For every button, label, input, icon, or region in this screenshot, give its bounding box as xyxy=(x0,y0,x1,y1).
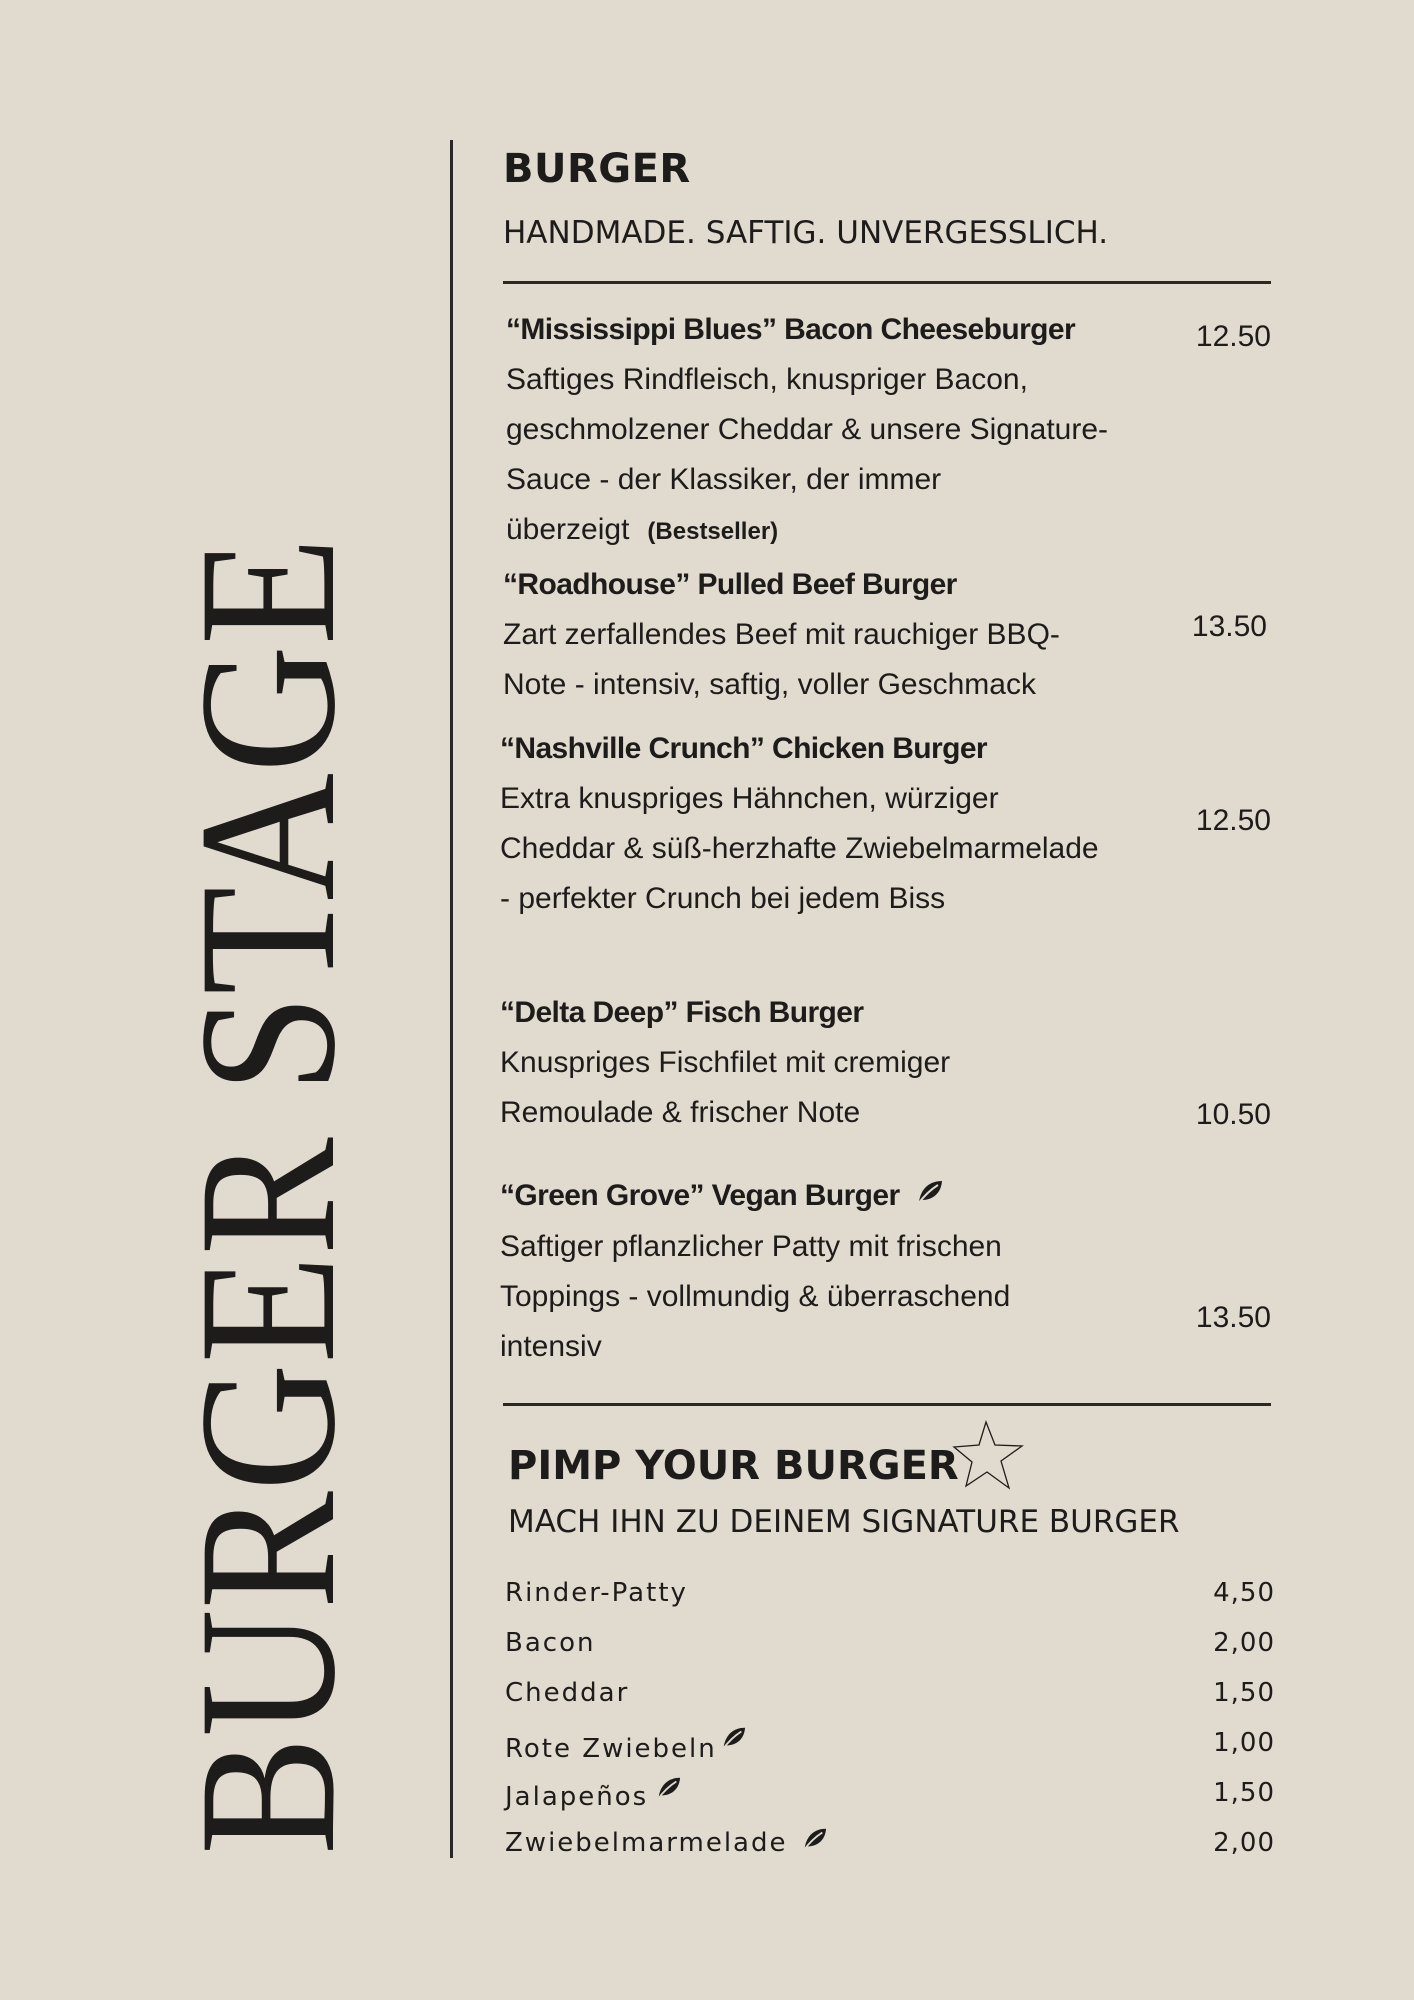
menu-item-price: 10.50 xyxy=(1195,1098,1271,1131)
menu-item-price: 13.50 xyxy=(1191,610,1267,643)
extra-price: 1,50 xyxy=(1213,1778,1275,1808)
brand-name: BURGER STAGE xyxy=(159,395,376,1855)
menu-item-name: “Roadhouse” Pulled Beef Burger xyxy=(503,568,957,601)
extra-name: Zwiebelmarmelade xyxy=(505,1828,788,1858)
extra-name: Cheddar xyxy=(505,1678,630,1708)
section-title: BURGER xyxy=(503,146,691,192)
vertical-divider xyxy=(450,140,453,1858)
extra-item xyxy=(505,1768,1275,1818)
menu-item xyxy=(500,724,1275,924)
menu-item xyxy=(500,560,1275,710)
extra-name: Rinder-Patty xyxy=(505,1578,688,1608)
menu-item-description: Saftiger pflanzlicher Patty mit frischen Toppings - vollmundig & überraschend intensiv xyxy=(500,1230,1011,1364)
extra-price: 2,00 xyxy=(1213,1828,1275,1858)
menu-item-description: Zart zerfallendes Beef mit rauchiger BBQ-Note - intensiv, saftig, voller Geschmack xyxy=(503,618,1060,701)
extra-item xyxy=(505,1668,1275,1718)
extra-price: 4,50 xyxy=(1213,1578,1275,1608)
menu-item xyxy=(500,988,1275,1138)
menu-item-name: “Delta Deep” Fisch Burger xyxy=(500,996,864,1029)
star-icon xyxy=(952,1418,1026,1497)
extra-name: Rote Zwiebeln xyxy=(505,1734,717,1764)
menu-item-description: Knuspriges Fischfilet mit cremiger Remoulade & frischer Note xyxy=(500,1046,951,1129)
pimp-subtitle: MACH IHN ZU DEINEM SIGNATURE BURGER xyxy=(508,1504,1180,1540)
menu-item-price: 12.50 xyxy=(1195,804,1271,837)
section-divider-bottom xyxy=(503,1403,1271,1406)
menu-item-description-text: Saftiges Rindfleisch, knuspriger Bacon, geschmolzener Cheddar & unsere Signature-Sauce - der Klassiker, der immer überzeigt xyxy=(506,363,1109,546)
extra-price: 2,00 xyxy=(1213,1628,1275,1658)
extra-item xyxy=(505,1568,1275,1618)
menu-item-description: Extra knuspriges Hähnchen, würziger Cheddar & süß-herzhafte Zwiebelmarmelade - perfekter Crunch bei jedem Biss xyxy=(500,782,1099,915)
leaf-icon xyxy=(719,1718,747,1768)
menu-item xyxy=(500,305,1275,557)
menu-item xyxy=(500,1171,1275,1372)
menu-item-name xyxy=(500,1171,1275,1222)
menu-item-name: “Mississippi Blues” Bacon Cheeseburger xyxy=(506,313,1076,346)
menu-item-price: 12.50 xyxy=(1195,320,1271,353)
leaf-icon xyxy=(914,1172,944,1222)
extra-item xyxy=(505,1818,1275,1868)
bestseller-badge: (Bestseller) xyxy=(647,518,779,545)
extra-price: 1,00 xyxy=(1213,1728,1275,1758)
pimp-title: PIMP YOUR BURGER xyxy=(508,1443,959,1489)
menu-item-description xyxy=(500,355,1116,557)
leaf-icon xyxy=(800,1819,828,1869)
section-subtitle: HANDMADE. SAFTIG. UNVERGESSLICH. xyxy=(503,215,1109,251)
extra-item xyxy=(505,1618,1275,1668)
brand-title xyxy=(159,395,376,1855)
extra-name: Bacon xyxy=(505,1628,596,1658)
section-divider-top xyxy=(503,281,1271,284)
menu-item-name: “Nashville Crunch” Chicken Burger xyxy=(500,732,987,765)
menu-item-price: 13.50 xyxy=(1195,1301,1271,1334)
extra-item xyxy=(505,1718,1275,1768)
menu-item-name-text: “Green Grove” Vegan Burger xyxy=(500,1179,900,1212)
extra-price: 1,50 xyxy=(1213,1678,1275,1708)
extra-name: Jalapeños xyxy=(505,1782,649,1812)
leaf-icon xyxy=(654,1768,682,1818)
